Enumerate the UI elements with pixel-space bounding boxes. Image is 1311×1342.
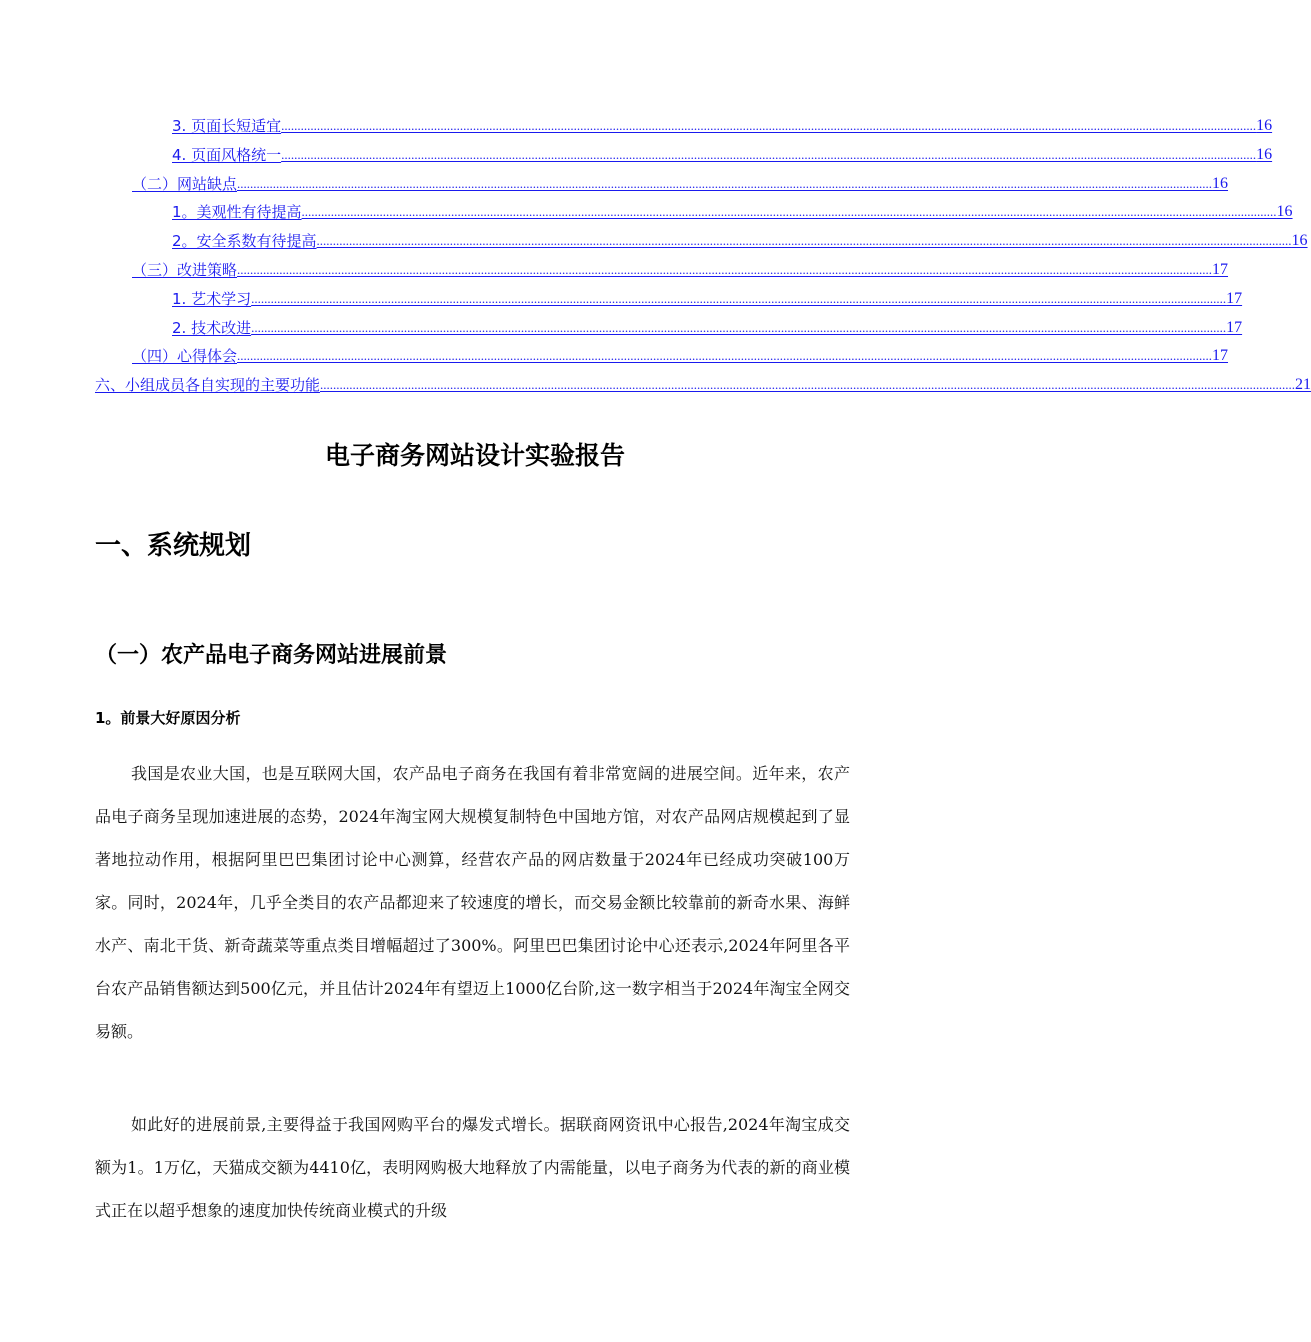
toc-entry-label: （四）心得体会 [132,347,238,365]
toc-entry[interactable] [0,371,1311,395]
toc-entry[interactable] [0,227,1308,251]
toc-entry[interactable] [0,314,1243,338]
toc-entry[interactable] [0,112,1273,136]
toc-leader-dots: ............................................................................................................................................................................................................................................................................................................ [281,147,1257,162]
toc-entry[interactable] [0,170,1229,194]
toc-entry-label: 2。安全系数有待提高 [172,232,317,250]
subsubsection-heading: 1。前景大好原因分析 [95,709,241,727]
toc-leader-dots: ............................................................................................................................................................................................................................................................................................................ [301,204,1277,219]
toc-entry[interactable] [0,342,1229,366]
toc-entry[interactable] [0,141,1273,165]
toc-page-number: 17 [1226,290,1243,307]
toc-page-number: 16 [1256,146,1273,163]
toc-entry-label: 1. 艺术学习 [172,290,252,308]
toc-leader-dots: ............................................................................................................................................................................................................................................................................................................ [251,320,1227,335]
toc-page-number: 17 [1212,347,1229,364]
toc-entry-label: 3. 页面长短适宜 [172,117,282,135]
toc-page-number: 16 [1256,117,1273,134]
toc-page-number: 16 [1276,203,1293,220]
toc-page-number: 17 [1212,261,1229,278]
toc-entry-label: 六、小组成员各自实现的主要功能 [95,376,321,394]
toc-leader-dots: ............................................................................................................................................................................................................................................................................................................ [281,118,1257,133]
toc-entry[interactable] [0,256,1229,280]
toc-leader-dots: ............................................................................................................................................................................................................................................................................................................ [237,348,1213,363]
toc-entry-label: （三）改进策略 [132,261,238,279]
toc-page-number: 16 [1212,175,1229,192]
subsection-heading: （一）农产品电子商务网站进展前景 [95,643,448,668]
toc-page-number: 21 [1295,376,1311,393]
toc-entry[interactable] [0,285,1243,309]
toc-entry-label: 2. 技术改进 [172,319,252,337]
toc-leader-dots: ............................................................................................................................................................................................................................................................................................................ [237,262,1213,277]
toc-entry[interactable] [0,198,1293,222]
body-paragraph: 我国是农业大国，也是互联网大国，农产品电子商务在我国有着非常宽阔的进展空间。近年来，农产品电子商务呈现加速进展的态势，2024年淘宝网大规模复制特色中国地方馆，对农产品网店规模起到了显著地拉动作用，根据阿里巴巴集团讨论中心测算，经营农产品的网店数量于2024年已经成功突破100万家。同时，2024年，几乎全类目的农产品都迎来了较速度的增长，而交易金额比较靠前的新奇水果、海鲜水产、南北干货、新奇蔬菜等重点类目增幅超过了300%。阿里巴巴集团讨论中心还表示,2024年阿里各平台农产品销售额达到500亿元，并且估计2024年有望迈上1000亿台阶,这一数字相当于2024年淘宝全网交易额。 [95,764,850,1041]
body-paragraph: 如此好的进展前景,主要得益于我国网购平台的爆发式增长。据联商网资讯中心报告,2024年淘宝成交额为1。1万亿，天猫成交额为4410亿，表明网购极大地释放了内需能量，以电子商务为代表的新的商业模式正在以超乎想象的速度加快传统商业模式的升级 [95,1115,850,1220]
toc-leader-dots: ............................................................................................................................................................................................................................................................................................................ [251,291,1227,306]
section-heading: 一、系统规划 [95,531,252,561]
toc-page-number: 17 [1226,319,1243,336]
toc-leader-dots: ............................................................................................................................................................................................................................................................................................................ [237,176,1213,191]
toc-leader-dots: ............................................................................................................................................................................................................................................................................................................ [320,377,1296,392]
toc-entry-label: 1。美观性有待提高 [172,203,302,221]
toc-page-number: 16 [1291,232,1308,249]
toc-leader-dots: ............................................................................................................................................................................................................................................................................................................ [316,233,1292,248]
toc-entry-label: 4. 页面风格统一 [172,146,282,164]
toc-entry-label: （二）网站缺点 [132,175,238,193]
document-title: 电子商务网站设计实验报告 [324,441,625,470]
